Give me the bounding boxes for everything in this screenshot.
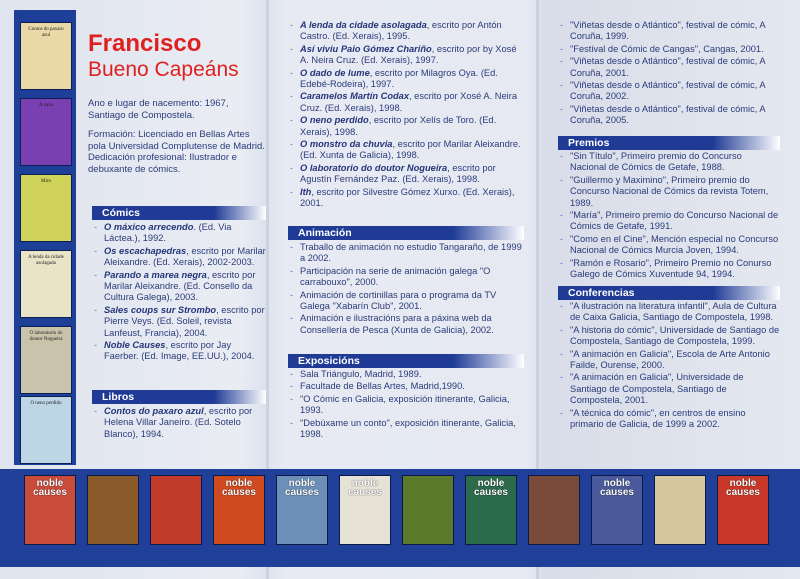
work-title: Así viviu Paio Gómez Chariño	[300, 43, 432, 54]
work-details: , escrito por Milagros Oya. (Ed. Edebé-Rodeira), 1997.	[300, 67, 498, 90]
list-item: - "Sin Título", Primeiro premio do Concurso Nacional de Cómics de Getafe, 1988.	[558, 151, 780, 174]
list-item: - Sala Triángulo, Madrid, 1989.	[288, 369, 524, 380]
comic-cover-logo: noble causes	[222, 478, 256, 498]
comic-cover	[150, 475, 202, 545]
libros-list-part1	[92, 406, 266, 441]
list-item: - "María", Primeiro premio do Concurso Nacional de Cómics de Getafe, 1991.	[558, 210, 780, 233]
book-cover-2: A vaxa	[20, 98, 72, 166]
comic-cover-logo: noble causes	[348, 478, 382, 498]
exposicions-list-part1	[288, 369, 524, 441]
section-header-premios: Premios	[558, 136, 780, 150]
comic-cover-logo: noble causes	[474, 478, 508, 498]
book-cover-laboratorio: O laboratorio do doutor Nogueira	[20, 326, 72, 394]
bio-training: Formación: Licenciado en Bellas Artes pola Universidad Complutense de Madrid. Dedicación profesional: Ilustrador e debuxante de cómics.	[88, 129, 265, 175]
section-header-animacion: Animación	[288, 226, 524, 240]
author-last-name: Bueno Capeáns	[88, 58, 239, 81]
comic-covers-strip	[0, 469, 800, 567]
section-header-comics: Cómics	[92, 206, 266, 220]
list-item	[288, 163, 524, 186]
work-details: , escrito por by Xosé A. Neira Cruz. (Ed. Xerais), 1997.	[300, 43, 517, 66]
list-item: - "Viñetas desde o Atlántico", festival de cómic, A Coruña, 2002.	[558, 80, 780, 103]
exposicions-list-part2	[558, 20, 780, 128]
book-cover-3: Miro	[20, 174, 72, 242]
comic-cover	[402, 475, 454, 545]
work-title: O máxico arrecendo	[104, 222, 194, 232]
comic-cover-logo: noble causes	[285, 478, 319, 498]
book-cover-lenda: A lenda da cidade asolagada	[20, 250, 72, 318]
work-details: , escrito por Agustín Fernández Paz. (Ed. Xerais), 1998.	[300, 162, 496, 185]
list-item	[92, 222, 266, 245]
comic-cover-logo: noble causes	[33, 478, 67, 498]
work-details: , escrito por Pierre Veys. (Ed. Soleil, revista Lanfeust, Francia), 2004.	[104, 304, 265, 338]
work-title: Sales coups sur Strombo	[104, 304, 217, 315]
list-item	[288, 68, 524, 91]
list-item: - "A animación en Galicia", Escola de Arte Antonio Failde, Ourense, 2000.	[558, 349, 780, 372]
comic-cover	[87, 475, 139, 545]
list-item: - Animación de cortinillas para o programa da TV Galega "Xabarín Club", 2001.	[288, 290, 524, 313]
list-item: - Animación e ilustracións para a páxina web da Consellería de Pesca (Xunta de Galicia), 2002.	[288, 313, 524, 336]
work-details: , escrito por Marilar Aleixandre. (Ed. Xerais), 2002-2003.	[104, 245, 266, 268]
comic-cover	[213, 475, 265, 545]
comic-cover	[339, 475, 391, 545]
work-details: , escrito por Marilar Aleixandre. (Ed. Xunta de Galicia), 1998.	[300, 139, 521, 161]
comic-cover	[528, 475, 580, 545]
list-item	[288, 139, 524, 162]
work-title: O monstro da chuvia	[300, 139, 393, 150]
libros-list-part2	[288, 20, 524, 211]
work-details: , escrito por Helena Villar Janeiro. (Ed. Sotelo Blanco), 1994.	[104, 406, 253, 439]
work-title: Parando a marea negra	[104, 269, 207, 280]
work-details: , escrito por Jay Faerber. (Ed. Image, EE.UU.), 2004.	[104, 340, 255, 362]
list-item: - "Guillermo y Maximino", Primeiro premio do Concurso Nacional de Cómics da revista Totem, 1989.	[558, 175, 780, 209]
list-item: - "Festival de Cómic de Cangas", Cangas, 2001.	[558, 44, 780, 55]
work-title: O laboratorio do doutor Nogueira	[300, 162, 448, 173]
list-item	[288, 91, 524, 114]
list-item	[288, 115, 524, 138]
list-item: - Participación na serie de animación galega "O carrabouxo", 2000.	[288, 266, 524, 289]
list-item: - "A ilustración na literatura infantil", Aula de Cultura de Caixa Galicia, Santiago de Compostela, 1998.	[558, 301, 780, 324]
list-item: - "A técnica do cómic", en centros de ensino primario de Galicia, de 1999 a 2002.	[558, 408, 780, 431]
list-item: - "A animación en Galicia", Universidade de Santiago de Compostela, Santiago de Compostela, 2001.	[558, 372, 780, 406]
animacion-list	[288, 242, 524, 337]
comic-cover-logo: noble causes	[600, 478, 634, 498]
list-item	[288, 44, 524, 67]
bio-birth: Ano e lugar de nacemento: 1967, Santiago de Compostela.	[88, 98, 229, 121]
work-title: Caramelos Martín Codax	[300, 91, 410, 102]
side-cover-strip	[14, 10, 76, 465]
list-item	[92, 270, 266, 304]
comic-cover-logo: noble causes	[726, 478, 760, 498]
list-item	[92, 305, 266, 339]
work-title: A lenda da cidade asolagada	[300, 20, 427, 30]
list-item	[288, 20, 524, 43]
list-item	[92, 246, 266, 269]
comic-cover	[591, 475, 643, 545]
work-details: , escrito por Xosé A. Neira Cruz. (Ed. Xerais), 1998.	[300, 91, 518, 113]
list-item: - "Viñetas desde o Atlántico", festival de cómic, A Coruña, 1999.	[558, 20, 780, 43]
conferencias-list	[558, 301, 780, 431]
work-title: Ith	[300, 186, 312, 197]
work-details: . (Ed. Via Láctea.), 1992.	[104, 222, 232, 244]
work-title: Contos do paxaro azul	[104, 406, 204, 416]
work-details: , escrito por Antón Castro. (Ed. Xerais), 1995.	[300, 20, 502, 42]
list-item: - "Debúxame un conto", exposición itinerante, Galicia, 1998.	[288, 418, 524, 441]
list-item	[288, 187, 524, 210]
section-header-exposicions: Exposicións	[288, 354, 524, 368]
work-details: , escrito por Silvestre Gómez Xurxo. (Ed. Xerais), 2001.	[300, 186, 515, 209]
comic-cover	[717, 475, 769, 545]
list-item: - "A historia do cómic", Universidade de Santiago de Compostela, Santiago de Compostela, 1999.	[558, 325, 780, 348]
list-item: - "O Cómic en Galicia, exposición itinerante, Galicia, 1993.	[288, 394, 524, 417]
work-details: , escrito por Marilar Aleixandre. (Ed. Consello da Cultura Galega), 2003.	[104, 269, 256, 303]
author-first-name: Francisco	[88, 30, 202, 57]
list-item: - "Viñetas desde o Atlántico", festival de cómic, A Coruña, 2005.	[558, 104, 780, 127]
list-item: - Facultade de Bellas Artes, Madrid,1990.	[288, 381, 524, 392]
work-title: Noble Causes	[104, 340, 166, 351]
work-title: Os escachapedras	[104, 245, 187, 256]
comic-cover	[465, 475, 517, 545]
author-bio	[88, 98, 266, 184]
comic-cover	[654, 475, 706, 545]
list-item: - "Viñetas desde o Atlántico", festival de cómic, A Coruña, 2001.	[558, 56, 780, 79]
section-header-conferencias: Conferencias	[558, 286, 780, 300]
work-title: O neno perdido	[300, 115, 369, 126]
comic-cover	[24, 475, 76, 545]
book-cover-neno-perdido: O neno perdido	[20, 396, 72, 464]
book-cover-contos: Contos do paxaro azul	[20, 22, 72, 90]
premios-list	[558, 151, 780, 281]
list-item: - "Como en el Cine", Mención especial no Concurso Nacional de Cómics Murcia Joven, 1994.	[558, 234, 780, 257]
work-details: , escrito por Xelís de Toro. (Ed. Xerais), 1998.	[300, 115, 497, 137]
list-item: - "Ramón e Rosario", Primeiro Premio no Conurso Galego de Cómics Xuventude 94, 1994.	[558, 258, 780, 281]
comics-list	[92, 222, 266, 364]
section-header-libros: Libros	[92, 390, 266, 404]
comic-cover	[276, 475, 328, 545]
list-item: - Traballo de animación no estudio Tangaraño, de 1999 a 2002.	[288, 242, 524, 265]
list-item	[92, 406, 266, 440]
list-item	[92, 340, 266, 363]
work-title: O dado de lume	[300, 67, 370, 78]
